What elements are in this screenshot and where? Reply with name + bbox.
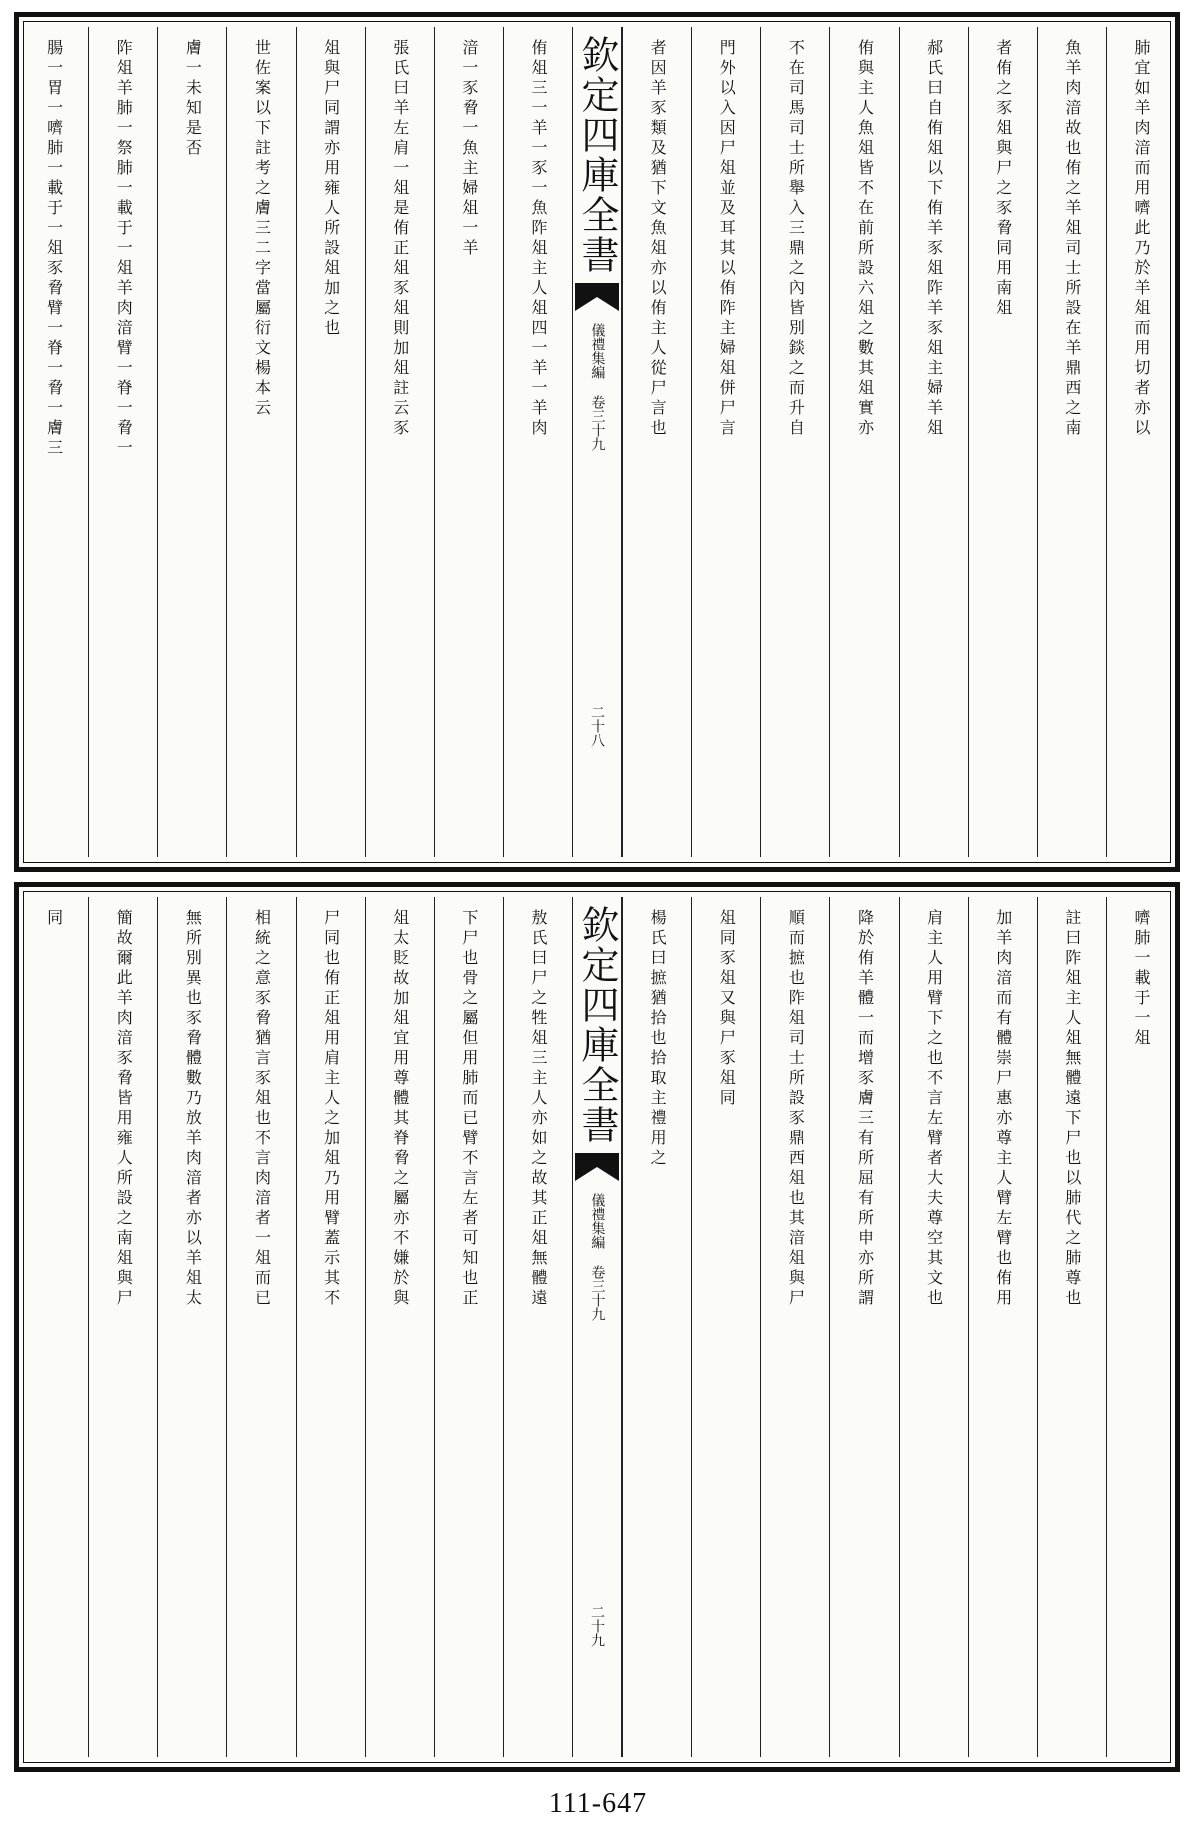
text-column <box>1037 897 1106 1757</box>
text-column <box>434 897 503 1757</box>
text-column <box>365 27 434 857</box>
center-gutter <box>572 897 622 1757</box>
text-column <box>899 897 968 1757</box>
text-column <box>691 897 760 1757</box>
column-text: 門外以入因尸俎並及耳其以侑阼主婦俎併尸言 <box>717 39 737 439</box>
text-column <box>691 27 760 857</box>
column-text: 嚌肺一載于一俎 <box>1131 909 1151 1049</box>
center-gutter <box>572 27 622 857</box>
volume-label: 儀禮集編 卷三十九 <box>589 1193 606 1321</box>
column-text: 俎同豕俎又與尸豕俎同 <box>717 909 737 1109</box>
text-column <box>622 27 691 857</box>
column-text: 俎與尸同謂亦用雍人所設俎加之也 <box>321 39 341 339</box>
text-column <box>157 897 226 1757</box>
column-text: 相統之意豕脅猶言豕俎也不言肉湆者一俎而已 <box>252 909 272 1309</box>
column-text: 同 <box>44 909 64 929</box>
column-text: 降於侑羊體一而增豕膚三有所屈有所申亦所謂 <box>855 909 875 1309</box>
book-title: 欽定四庫全書 <box>575 35 619 275</box>
text-column <box>968 27 1037 857</box>
text-column <box>157 27 226 857</box>
text-column <box>829 897 898 1757</box>
column-text: 敖氏曰尸之牲俎三主人亦如之故其正俎無體遠 <box>528 909 548 1309</box>
text-column <box>968 897 1037 1757</box>
text-column <box>19 27 88 857</box>
column-text: 不在司馬司士所舉入三鼎之內皆別錟之而升自 <box>786 39 806 439</box>
text-column <box>226 27 295 857</box>
upper-page <box>14 12 1180 872</box>
text-column <box>503 897 572 1757</box>
text-column <box>296 897 365 1757</box>
column-text: 下尸也骨之屬但用肺而已臂不言左者可知也正 <box>459 909 479 1309</box>
column-text: 加羊肉湆而有體崇尸惠亦尊主人臂左臂也侑用 <box>993 909 1013 1309</box>
text-column <box>1106 27 1175 857</box>
text-column <box>829 27 898 857</box>
column-text: 世佐案以下註考之膚三二字當屬衍文楊本云 <box>252 39 272 419</box>
text-column <box>88 897 157 1757</box>
text-column <box>19 897 88 1757</box>
column-text: 阼俎羊肺一祭肺一載于一俎羊肉湆臂一脊一脅一 <box>114 39 134 459</box>
column-text: 湆一豕脅一魚主婦俎一羊 <box>459 39 479 259</box>
book-title: 欽定四庫全書 <box>575 905 619 1145</box>
column-text: 尸同也侑正俎用肩主人之加俎乃用臂蓋示其不 <box>321 909 341 1309</box>
column-text: 註曰阼俎主人俎無體遠下尸也以肺代之肺尊也 <box>1062 909 1082 1309</box>
column-text: 張氏曰羊左肩一俎是侑正俎豕俎則加俎註云豕 <box>390 39 410 439</box>
lower-page <box>14 882 1180 1772</box>
column-text: 順而摭也阼俎司士所設豕鼎西俎也其湆俎與尸 <box>786 909 806 1309</box>
column-text: 者因羊豕類及猶下文魚俎亦以侑主人從尸言也 <box>648 39 668 439</box>
text-column <box>760 897 829 1757</box>
column-text: 楊氏曰摭猶拾也拾取主禮用之 <box>648 909 668 1169</box>
column-text: 肩主人用臂下之也不言左臂者大夫尊空其文也 <box>924 909 944 1309</box>
column-text: 侑俎三一羊一豕一魚阼俎主人俎四一羊一羊肉 <box>528 39 548 439</box>
column-text: 肺宜如羊肉湆而用嚌此乃於羊俎而用切者亦以 <box>1131 39 1151 439</box>
column-text: 俎太貶故加俎宜用尊體其脊脅之屬亦不嫌於與 <box>390 909 410 1309</box>
fish-tail-mark-icon <box>575 1153 619 1183</box>
column-text: 無所別異也豕脅體數乃放羊肉湆者亦以羊俎太 <box>183 909 203 1309</box>
text-column <box>226 897 295 1757</box>
column-text: 郝氏曰自侑俎以下侑羊豕俎阼羊豕俎主婦羊俎 <box>924 39 944 439</box>
text-column <box>88 27 157 857</box>
text-column <box>365 897 434 1757</box>
text-column <box>1037 27 1106 857</box>
text-column <box>622 897 691 1757</box>
text-column <box>296 27 365 857</box>
text-column <box>503 27 572 857</box>
leaf-number: 二十九 <box>589 1605 605 1647</box>
text-column <box>760 27 829 857</box>
column-text: 膚一未知是否 <box>183 39 203 159</box>
column-text: 侑與主人魚俎皆不在前所設六俎之數其俎實亦 <box>855 39 875 439</box>
text-column <box>1106 897 1175 1757</box>
fish-tail-mark-icon <box>575 283 619 313</box>
column-text: 者侑之豕俎與尸之豕脅同用南俎 <box>993 39 1013 319</box>
volume-label: 儀禮集編 卷三十九 <box>589 323 606 451</box>
page-number: 111-647 <box>548 1788 648 1819</box>
column-text: 簡故爾此羊肉湆豕脅皆用雍人所設之南俎與尸 <box>114 909 134 1309</box>
leaf-number: 二十八 <box>589 705 605 747</box>
text-column <box>899 27 968 857</box>
column-text: 魚羊肉湆故也侑之羊俎司士所設在羊鼎西之南 <box>1062 39 1082 439</box>
text-column <box>434 27 503 857</box>
column-text: 腸一胃一嚌肺一載于一俎豕脅臂一脊一脅一膚三 <box>44 39 64 459</box>
